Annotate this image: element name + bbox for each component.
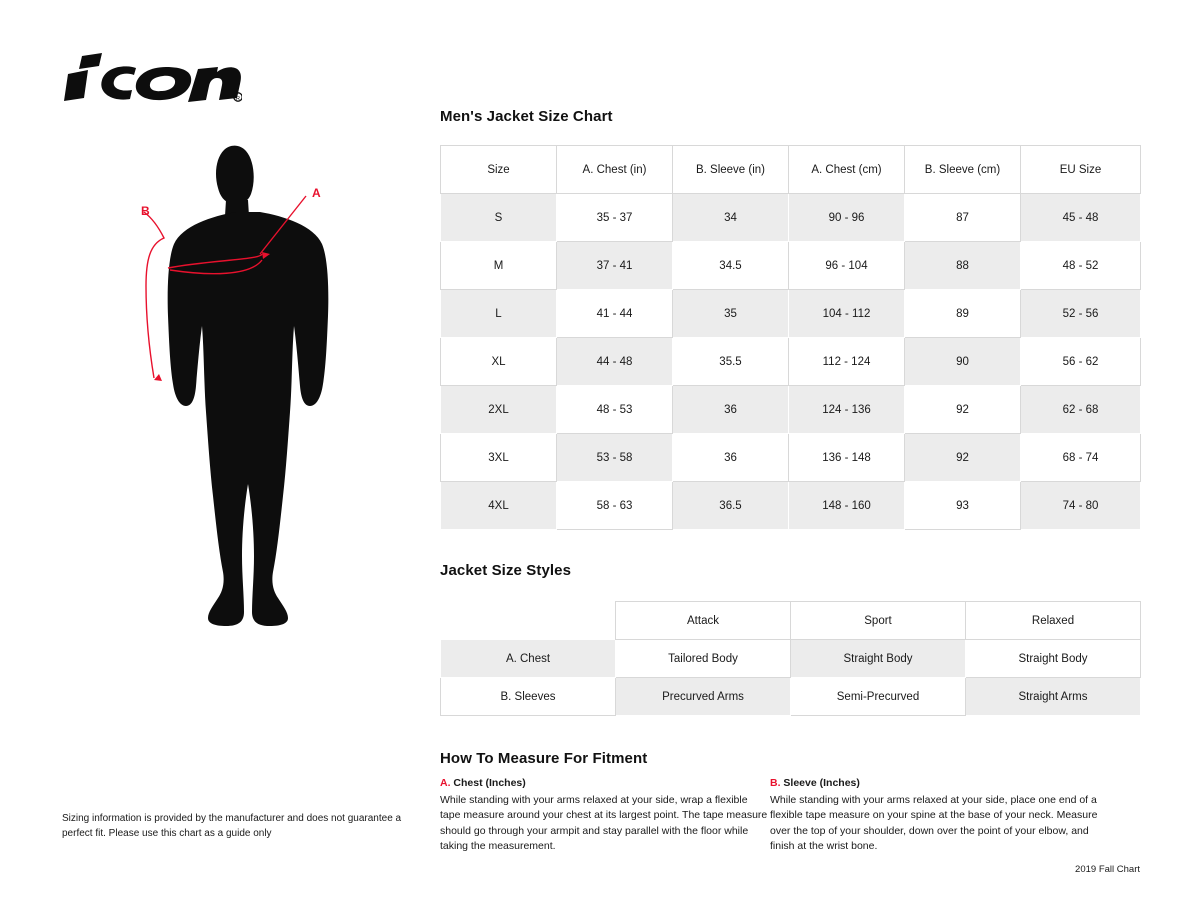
column-header-relaxed: Relaxed	[966, 602, 1141, 640]
cell-chest-in: 41 - 44	[557, 290, 673, 338]
column-header: EU Size	[1021, 146, 1141, 194]
table-row	[441, 242, 1141, 290]
cell-size: 3XL	[441, 434, 557, 482]
cell-sleeve-cm: 88	[905, 242, 1021, 290]
measure-item-heading	[770, 776, 1100, 791]
measure-item-sleeve	[770, 776, 1100, 854]
cell-eu-size: 74 - 80	[1021, 482, 1141, 530]
cell-sleeve-in: 34.5	[673, 242, 789, 290]
column-header: A. Chest (in)	[557, 146, 673, 194]
cell-chest-cm: 124 - 136	[789, 386, 905, 434]
measure-body-a: While standing with your arms relaxed at your side, wrap a flexible tape measure around your chest at its largest point. The tape measure should go through your armpit and stay parallel with the floor while taking the measurement.	[440, 794, 768, 852]
cell-size: 2XL	[441, 386, 557, 434]
chart-season-note: 2019 Fall Chart	[1075, 864, 1140, 875]
cell-sleeve-cm: 87	[905, 194, 1021, 242]
cell-sleeve-cm: 89	[905, 290, 1021, 338]
cell-chest-cm: 104 - 112	[789, 290, 905, 338]
cell-chest-cm: 112 - 124	[789, 338, 905, 386]
jacket-size-styles-title: Jacket Size Styles	[440, 562, 572, 579]
measure-heading-b: Sleeve (Inches)	[783, 777, 860, 789]
jacket-size-styles-table	[440, 601, 1141, 716]
table-row	[441, 338, 1141, 386]
cell-sleeve-in: 34	[673, 194, 789, 242]
cell-sport-sleeves: Semi-Precurved	[791, 678, 966, 716]
measure-key-a: A.	[440, 777, 451, 789]
table-row	[441, 194, 1141, 242]
left-panel	[0, 0, 440, 900]
cell-chest-cm: 148 - 160	[789, 482, 905, 530]
silhouette-shape	[168, 146, 329, 626]
cell-chest-in: 44 - 48	[557, 338, 673, 386]
right-panel	[440, 0, 1200, 900]
cell-size: S	[441, 194, 557, 242]
column-header: B. Sleeve (in)	[673, 146, 789, 194]
measure-heading-a: Chest (Inches)	[453, 777, 526, 789]
measure-item-chest	[440, 776, 770, 854]
cell-sleeve-in: 36	[673, 434, 789, 482]
column-header-attack: Attack	[616, 602, 791, 640]
styles-corner-cell	[441, 602, 616, 640]
cell-eu-size: 62 - 68	[1021, 386, 1141, 434]
cell-chest-in: 48 - 53	[557, 386, 673, 434]
cell-chest-in: 37 - 41	[557, 242, 673, 290]
table-row	[441, 640, 1141, 678]
cell-size: XL	[441, 338, 557, 386]
table-row	[441, 434, 1141, 482]
cell-attack-sleeves: Precurved Arms	[616, 678, 791, 716]
table-header-row	[441, 146, 1141, 194]
column-header-sport: Sport	[791, 602, 966, 640]
icon-brand-logo	[62, 52, 242, 104]
cell-sleeve-in: 35	[673, 290, 789, 338]
cell-attack-chest: Tailored Body	[616, 640, 791, 678]
how-to-measure-grid	[440, 776, 1140, 854]
cell-eu-size: 56 - 62	[1021, 338, 1141, 386]
table-row	[441, 290, 1141, 338]
measure-key-b: B.	[770, 777, 781, 789]
table-row	[441, 386, 1141, 434]
cell-chest-cm: 96 - 104	[789, 242, 905, 290]
table-row	[441, 678, 1141, 716]
cell-chest-in: 35 - 37	[557, 194, 673, 242]
cell-sleeve-in: 36	[673, 386, 789, 434]
cell-chest-cm: 136 - 148	[789, 434, 905, 482]
column-header: Size	[441, 146, 557, 194]
sizing-disclaimer: Sizing information is provided by the manufacturer and does not guarantee a perfect fit. Please use this chart as a guide only	[62, 813, 402, 839]
column-header: B. Sleeve (cm)	[905, 146, 1021, 194]
cell-eu-size: 68 - 74	[1021, 434, 1141, 482]
cell-sleeve-cm: 92	[905, 386, 1021, 434]
cell-sport-chest: Straight Body	[791, 640, 966, 678]
body-silhouette-diagram	[120, 140, 390, 640]
row-label-sleeves: B. Sleeves	[441, 678, 616, 716]
cell-eu-size: 52 - 56	[1021, 290, 1141, 338]
table-row	[441, 482, 1141, 530]
cell-chest-cm: 90 - 96	[789, 194, 905, 242]
cell-chest-in: 53 - 58	[557, 434, 673, 482]
how-to-measure-title: How To Measure For Fitment	[440, 750, 648, 767]
cell-sleeve-cm: 90	[905, 338, 1021, 386]
cell-sleeve-cm: 93	[905, 482, 1021, 530]
cell-size: M	[441, 242, 557, 290]
table-header-row	[441, 602, 1141, 640]
cell-chest-in: 58 - 63	[557, 482, 673, 530]
cell-relaxed-chest: Straight Body	[966, 640, 1141, 678]
column-header: A. Chest (cm)	[789, 146, 905, 194]
measure-label-a: A	[312, 186, 321, 200]
cell-sleeve-in: 35.5	[673, 338, 789, 386]
cell-sleeve-in: 36.5	[673, 482, 789, 530]
cell-sleeve-cm: 92	[905, 434, 1021, 482]
cell-size: 4XL	[441, 482, 557, 530]
size-chart-title: Men's Jacket Size Chart	[440, 108, 613, 125]
cell-eu-size: 45 - 48	[1021, 194, 1141, 242]
measure-body-b: While standing with your arms relaxed at your side, place one end of a flexible tape measure on your spine at the base of your neck. Measure over the top of your shoulder, down over the point of your elbow, and finish at the wrist bone.	[770, 794, 1098, 852]
cell-size: L	[441, 290, 557, 338]
svg-text:R: R	[236, 96, 240, 102]
cell-eu-size: 48 - 52	[1021, 242, 1141, 290]
cell-relaxed-sleeves: Straight Arms	[966, 678, 1141, 716]
measure-item-heading	[440, 776, 770, 791]
measure-label-b: B	[141, 204, 150, 218]
row-label-chest: A. Chest	[441, 640, 616, 678]
size-chart-table	[440, 145, 1141, 530]
